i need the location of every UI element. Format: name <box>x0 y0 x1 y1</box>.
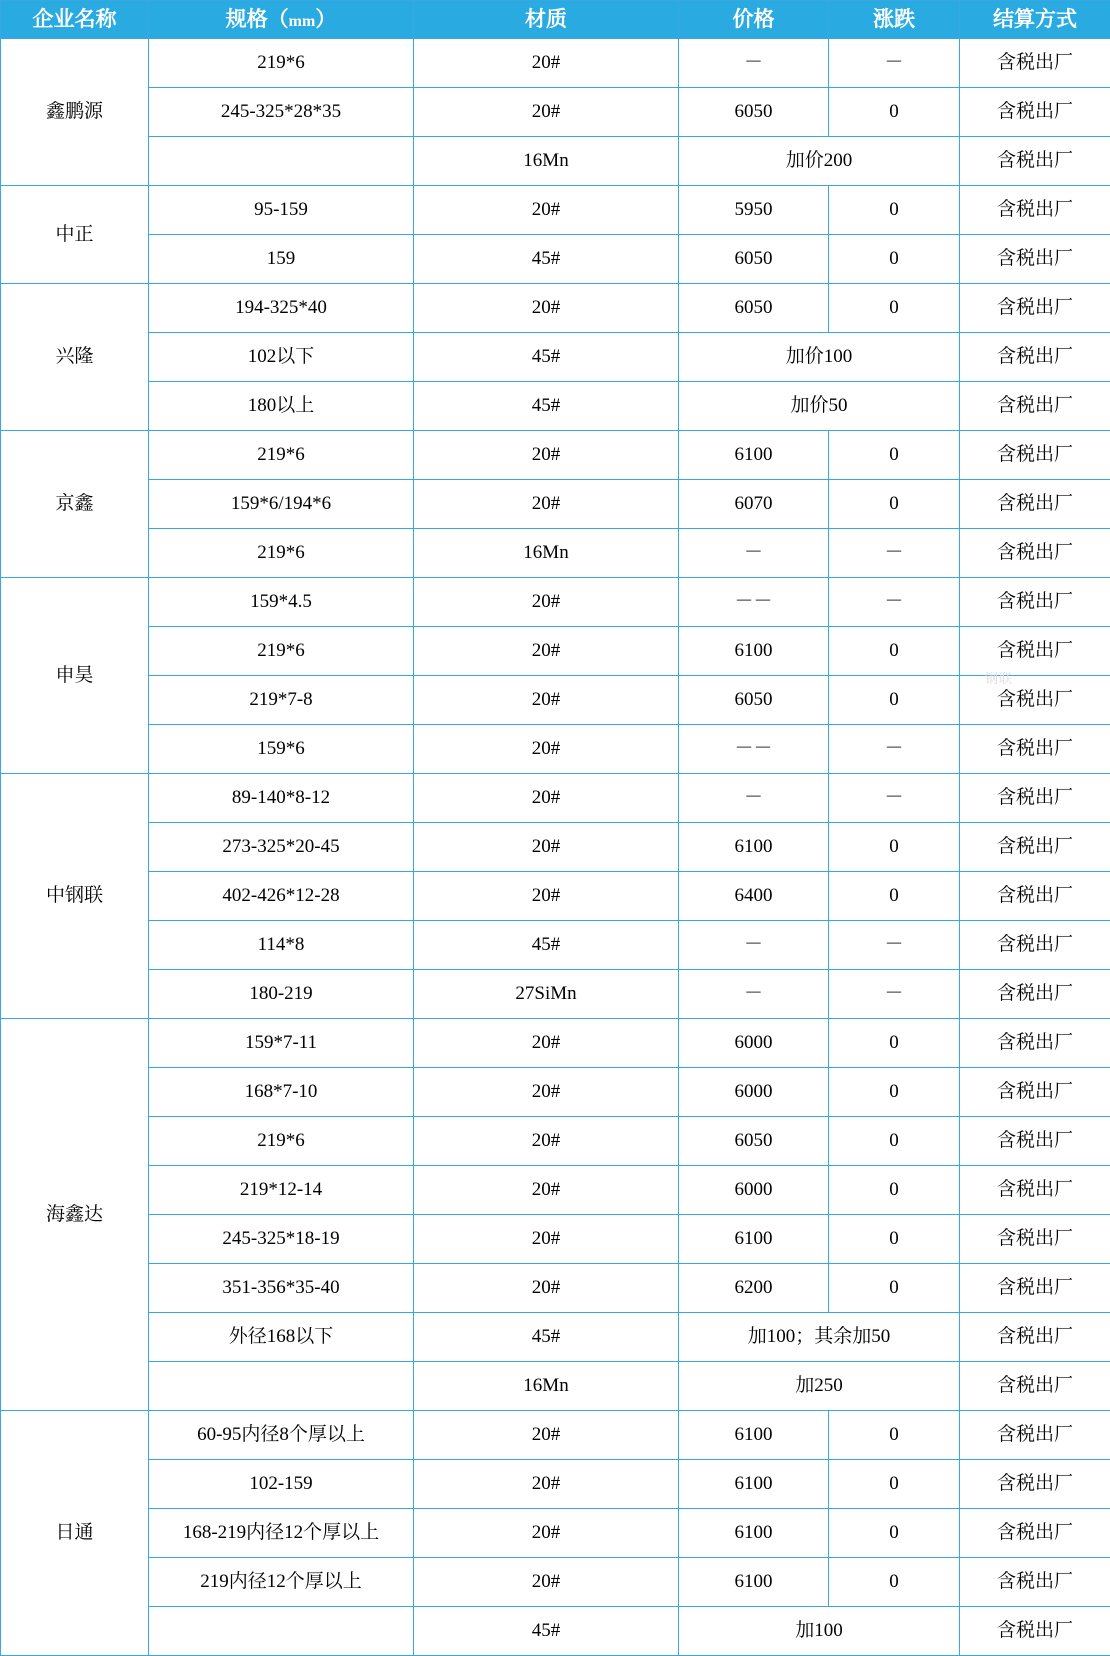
price-cell: － <box>679 921 829 970</box>
header-company: 企业名称 <box>1 1 149 39</box>
settlement-cell: 含税出厂 <box>960 823 1110 872</box>
company-cell: 兴隆 <box>1 284 149 431</box>
price-cell: 6100 <box>679 1411 829 1460</box>
company-cell: 申昊 <box>1 578 149 774</box>
material-cell: 20# <box>414 186 679 235</box>
table-row <box>1 578 1110 627</box>
material-cell: 20# <box>414 1117 679 1166</box>
spec-cell: 245-325*18-19 <box>149 1215 414 1264</box>
header-row <box>1 1 1110 39</box>
price-cell: － <box>679 774 829 823</box>
spec-cell: 219*6 <box>149 627 414 676</box>
table-row <box>1 235 1110 284</box>
price-cell: －－ <box>679 578 829 627</box>
settlement-cell: 含税出厂 <box>960 1166 1110 1215</box>
table-row <box>1 1117 1110 1166</box>
change-cell: 0 <box>829 431 960 480</box>
price-cell: 5950 <box>679 186 829 235</box>
settlement-cell: 含税出厂 <box>960 1362 1110 1411</box>
material-cell: 27SiMn <box>414 970 679 1019</box>
settlement-cell: 含税出厂 <box>960 1019 1110 1068</box>
spec-cell: 95-159 <box>149 186 414 235</box>
spec-cell: 219*12-14 <box>149 1166 414 1215</box>
header-spec-unit: mm <box>289 13 316 30</box>
material-cell: 45# <box>414 1607 679 1656</box>
table-row <box>1 431 1110 480</box>
material-cell: 45# <box>414 382 679 431</box>
spec-cell: 159*6/194*6 <box>149 480 414 529</box>
table-row <box>1 480 1110 529</box>
spec-cell: 168-219内径12个厚以上 <box>149 1509 414 1558</box>
price-cell: 6100 <box>679 1509 829 1558</box>
price-cell: 6050 <box>679 676 829 725</box>
spec-cell: 219*6 <box>149 529 414 578</box>
header-settlement: 结算方式 <box>960 1 1110 39</box>
material-cell: 45# <box>414 333 679 382</box>
change-cell: 0 <box>829 823 960 872</box>
spec-cell: 351-356*35-40 <box>149 1264 414 1313</box>
price-cell: 6100 <box>679 823 829 872</box>
material-cell: 20# <box>414 1215 679 1264</box>
change-cell: 0 <box>829 235 960 284</box>
material-cell: 20# <box>414 1264 679 1313</box>
price-note-cell: 加价200 <box>679 137 960 186</box>
spec-cell: 219*7-8 <box>149 676 414 725</box>
spec-cell <box>149 1607 414 1656</box>
header-material: 材质 <box>414 1 679 39</box>
material-cell: 20# <box>414 1068 679 1117</box>
change-cell: 0 <box>829 676 960 725</box>
material-cell: 20# <box>414 1558 679 1607</box>
material-cell: 20# <box>414 725 679 774</box>
price-cell: 6000 <box>679 1068 829 1117</box>
material-cell: 20# <box>414 431 679 480</box>
change-cell: 0 <box>829 480 960 529</box>
settlement-cell: 含税出厂 <box>960 480 1110 529</box>
spec-cell: 102以下 <box>149 333 414 382</box>
header-spec-main: 规格（ <box>226 7 289 31</box>
settlement-cell: 含税出厂 <box>960 774 1110 823</box>
spec-cell: 219内径12个厚以上 <box>149 1558 414 1607</box>
table-row <box>1 284 1110 333</box>
price-cell: － <box>679 39 829 88</box>
table-row <box>1 1362 1110 1411</box>
material-cell: 20# <box>414 1411 679 1460</box>
change-cell: － <box>829 921 960 970</box>
change-cell: 0 <box>829 1460 960 1509</box>
header-spec <box>149 1 414 39</box>
settlement-cell: 含税出厂 <box>960 970 1110 1019</box>
table-row <box>1 1411 1110 1460</box>
change-cell: 0 <box>829 1411 960 1460</box>
table-row <box>1 1607 1110 1656</box>
spec-cell: 219*6 <box>149 39 414 88</box>
material-cell: 20# <box>414 774 679 823</box>
settlement-cell: 含税出厂 <box>960 284 1110 333</box>
change-cell: 0 <box>829 1509 960 1558</box>
spec-cell: 168*7-10 <box>149 1068 414 1117</box>
settlement-cell: 含税出厂 <box>960 578 1110 627</box>
change-cell: 0 <box>829 1117 960 1166</box>
price-cell: 6200 <box>679 1264 829 1313</box>
table-row <box>1 1558 1110 1607</box>
table-header <box>1 1 1110 39</box>
price-cell: 6000 <box>679 1166 829 1215</box>
change-cell: 0 <box>829 1215 960 1264</box>
table-row <box>1 1509 1110 1558</box>
price-cell: 6100 <box>679 1215 829 1264</box>
company-cell: 日通 <box>1 1411 149 1656</box>
spec-cell: 402-426*12-28 <box>149 872 414 921</box>
settlement-cell: 含税出厂 <box>960 88 1110 137</box>
material-cell: 20# <box>414 1460 679 1509</box>
change-cell: 0 <box>829 1068 960 1117</box>
change-cell: － <box>829 970 960 1019</box>
price-note-cell: 加价50 <box>679 382 960 431</box>
settlement-cell: 含税出厂 <box>960 186 1110 235</box>
material-cell: 20# <box>414 284 679 333</box>
table-row <box>1 921 1110 970</box>
table-row <box>1 774 1110 823</box>
price-cell: － <box>679 529 829 578</box>
settlement-cell: 含税出厂 <box>960 1215 1110 1264</box>
price-cell: 6100 <box>679 431 829 480</box>
material-cell: 16Mn <box>414 1362 679 1411</box>
spec-cell: 102-159 <box>149 1460 414 1509</box>
settlement-cell: 含税出厂 <box>960 921 1110 970</box>
spec-cell: 180-219 <box>149 970 414 1019</box>
price-cell: 6000 <box>679 1019 829 1068</box>
company-cell: 中钢联 <box>1 774 149 1019</box>
company-cell: 中正 <box>1 186 149 284</box>
settlement-cell: 含税出厂 <box>960 1313 1110 1362</box>
spec-cell: 219*6 <box>149 1117 414 1166</box>
watermark-text: 钢联 <box>985 668 1013 687</box>
header-change: 涨跌 <box>829 1 960 39</box>
material-cell: 45# <box>414 921 679 970</box>
material-cell: 20# <box>414 872 679 921</box>
table-row <box>1 382 1110 431</box>
settlement-cell: 含税出厂 <box>960 382 1110 431</box>
material-cell: 20# <box>414 88 679 137</box>
change-cell: 0 <box>829 1019 960 1068</box>
material-cell: 45# <box>414 1313 679 1362</box>
price-cell: 6100 <box>679 1460 829 1509</box>
table-row <box>1 1313 1110 1362</box>
table-row <box>1 725 1110 774</box>
settlement-cell: 含税出厂 <box>960 676 1110 725</box>
table-row <box>1 627 1110 676</box>
price-note-cell: 加价100 <box>679 333 960 382</box>
table-row <box>1 39 1110 88</box>
company-cell: 海鑫达 <box>1 1019 149 1411</box>
change-cell: － <box>829 578 960 627</box>
settlement-cell: 含税出厂 <box>960 1411 1110 1460</box>
spec-cell <box>149 1362 414 1411</box>
price-cell: －－ <box>679 725 829 774</box>
spec-cell: 外径168以下 <box>149 1313 414 1362</box>
settlement-cell: 含税出厂 <box>960 39 1110 88</box>
settlement-cell: 含税出厂 <box>960 1558 1110 1607</box>
spec-cell: 273-325*20-45 <box>149 823 414 872</box>
change-cell: 0 <box>829 872 960 921</box>
price-note-cell: 加100 <box>679 1607 960 1656</box>
settlement-cell: 含税出厂 <box>960 235 1110 284</box>
spec-cell: 114*8 <box>149 921 414 970</box>
spec-cell: 89-140*8-12 <box>149 774 414 823</box>
table-row <box>1 1460 1110 1509</box>
table-row <box>1 1068 1110 1117</box>
material-cell: 20# <box>414 1166 679 1215</box>
change-cell: 0 <box>829 186 960 235</box>
change-cell: － <box>829 725 960 774</box>
change-cell: 0 <box>829 88 960 137</box>
settlement-cell: 含税出厂 <box>960 431 1110 480</box>
material-cell: 20# <box>414 1019 679 1068</box>
settlement-cell: 含税出厂 <box>960 1607 1110 1656</box>
material-cell: 20# <box>414 676 679 725</box>
table-row <box>1 88 1110 137</box>
spec-cell: 159 <box>149 235 414 284</box>
price-cell: 6050 <box>679 1117 829 1166</box>
spec-cell: 194-325*40 <box>149 284 414 333</box>
table-row <box>1 872 1110 921</box>
settlement-cell: 含税出厂 <box>960 1068 1110 1117</box>
material-cell: 20# <box>414 480 679 529</box>
change-cell: － <box>829 529 960 578</box>
table-row <box>1 529 1110 578</box>
settlement-cell: 含税出厂 <box>960 333 1110 382</box>
material-cell: 16Mn <box>414 529 679 578</box>
spec-cell <box>149 137 414 186</box>
material-cell: 20# <box>414 1509 679 1558</box>
company-cell: 鑫鹏源 <box>1 39 149 186</box>
table-row <box>1 1264 1110 1313</box>
spec-cell: 60-95内径8个厚以上 <box>149 1411 414 1460</box>
price-note-cell: 加250 <box>679 1362 960 1411</box>
table-row <box>1 970 1110 1019</box>
table-row <box>1 137 1110 186</box>
material-cell: 20# <box>414 627 679 676</box>
change-cell: 0 <box>829 1558 960 1607</box>
spec-cell: 159*6 <box>149 725 414 774</box>
change-cell: 0 <box>829 1166 960 1215</box>
header-spec-tail: ） <box>315 7 336 31</box>
material-cell: 20# <box>414 823 679 872</box>
price-cell: 6100 <box>679 627 829 676</box>
material-cell: 20# <box>414 39 679 88</box>
settlement-cell: 含税出厂 <box>960 1509 1110 1558</box>
price-note-cell: 加100；其余加50 <box>679 1313 960 1362</box>
table-body <box>1 39 1110 1656</box>
header-price: 价格 <box>679 1 829 39</box>
company-cell: 京鑫 <box>1 431 149 578</box>
price-cell: 6050 <box>679 88 829 137</box>
spec-cell: 159*4.5 <box>149 578 414 627</box>
material-cell: 45# <box>414 235 679 284</box>
settlement-cell: 含税出厂 <box>960 137 1110 186</box>
price-cell: 6050 <box>679 235 829 284</box>
spec-cell: 180以上 <box>149 382 414 431</box>
change-cell: － <box>829 39 960 88</box>
price-cell: 6400 <box>679 872 829 921</box>
spec-cell: 245-325*28*35 <box>149 88 414 137</box>
change-cell: 0 <box>829 1264 960 1313</box>
table-row <box>1 1215 1110 1264</box>
table-row <box>1 186 1110 235</box>
settlement-cell: 含税出厂 <box>960 1460 1110 1509</box>
settlement-cell: 含税出厂 <box>960 1264 1110 1313</box>
table-row <box>1 676 1110 725</box>
spec-cell: 219*6 <box>149 431 414 480</box>
settlement-cell: 含税出厂 <box>960 1117 1110 1166</box>
table-row <box>1 1019 1110 1068</box>
settlement-cell: 含税出厂 <box>960 872 1110 921</box>
material-cell: 16Mn <box>414 137 679 186</box>
spec-cell: 159*7-11 <box>149 1019 414 1068</box>
settlement-cell: 含税出厂 <box>960 627 1110 676</box>
settlement-cell: 含税出厂 <box>960 529 1110 578</box>
change-cell: 0 <box>829 284 960 333</box>
change-cell: － <box>829 774 960 823</box>
change-cell: 0 <box>829 627 960 676</box>
price-cell: 6100 <box>679 1558 829 1607</box>
table-row <box>1 1166 1110 1215</box>
table-row <box>1 823 1110 872</box>
material-cell: 20# <box>414 578 679 627</box>
price-cell: 6070 <box>679 480 829 529</box>
table-row <box>1 333 1110 382</box>
price-cell: 6050 <box>679 284 829 333</box>
settlement-cell: 含税出厂 <box>960 725 1110 774</box>
price-cell: － <box>679 970 829 1019</box>
